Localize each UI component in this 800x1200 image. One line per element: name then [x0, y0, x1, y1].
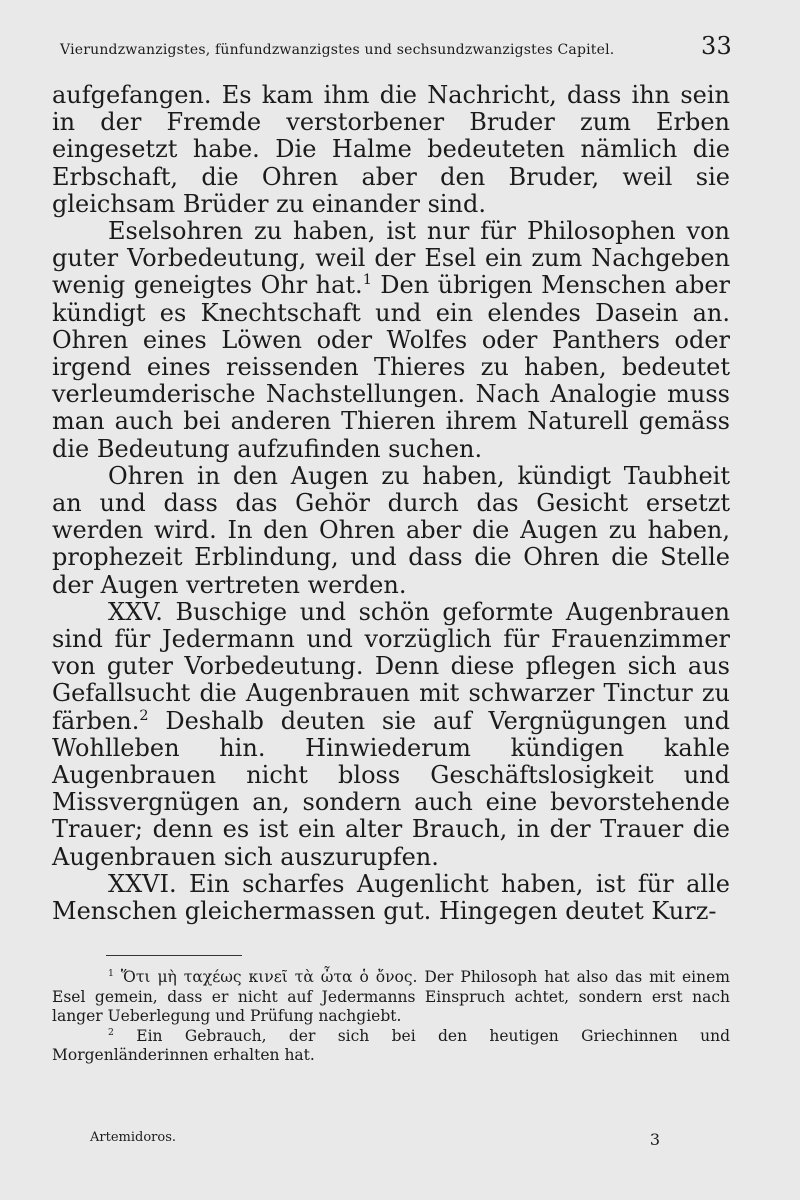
footnote-1 — [52, 968, 730, 1027]
signature-mark: 3 — [649, 1130, 660, 1149]
paragraph-text: Den übrigen Menschen aber kündigt es Knechtschaft und ein elendes Dasein an. Ohren eines Löwen oder Wolfes oder Panthers oder irgend eines reissenden Thieres zu haben, bedeutet verleumderische Nachstellungen. Nach Analogie muss man auch bei anderen Thieren ihrem Naturell gemäss die Bedeutung aufzufinden suchen. — [52, 271, 731, 463]
footnote-text: Ein Gebrauch, der sich bei den heutigen Griechinnen und Morgenländerinnen erhalten hat. — [52, 1026, 730, 1065]
running-header — [60, 32, 732, 60]
footnote-ref-2[interactable]: 2 — [139, 707, 149, 724]
footnote-ref-1[interactable]: 1 — [362, 272, 372, 289]
footnote-text: Ὅτι μὴ ταχέως κινεῖ τὰ ὦτα ὁ ὄνος. Der Philosoph hat also das mit einem Esel gemein, dass er nicht auf Jedermanns Einspruch achtet, sondern erst nach langer Ueberlegung und Prüfung nachgiebt. — [52, 968, 730, 1026]
footnote-mark-2: 2 — [108, 1026, 114, 1038]
page-footer — [90, 1130, 660, 1149]
footnote-divider — [106, 955, 242, 956]
footnote-2 — [52, 1027, 730, 1066]
paragraph-eselsohren — [52, 218, 730, 463]
page-number: 33 — [701, 32, 732, 60]
paragraph-ohren-augen: Ohren in den Augen zu haben, kündigt Taubheit an und dass das Gehör durch das Gesicht ersetzt werden wird. In den Ohren aber die Augen zu haben, prophezeit Erblindung, und dass die Ohren die Stelle der Augen vertreten werden. — [52, 461, 730, 599]
paragraph-text: Deshalb deuten sie auf Vergnügungen und Wohlleben hin. Hinwiederum kündigen kahle Augenbrauen nicht bloss Geschäftslosigkeit und Missvergnügen an, sondern auch eine bevorstehende Trauer; denn es ist ein alter Brauch, in der Trauer die Augenbrauen sich auszurupfen. — [52, 706, 730, 871]
running-title: Vierundzwanzigstes, fünfundzwanzigstes und sechsundzwanzigstes Capitel. — [60, 42, 615, 58]
paragraph-text: XXV. Buschige und schön geformte Augenbrauen sind für Jedermann und vorzüglich für Frauenzimmer von guter Vorbedeutung. Denn diese pflegen sich aus Gefallsucht die Augenbrauen mit schwarzer Tinctur zu färben. — [52, 597, 730, 735]
footnotes — [52, 968, 730, 1066]
section-xxv — [52, 599, 730, 871]
paragraph-text: Eselsohren zu haben, ist nur für Philosophen von guter Vorbedeutung, weil der Esel ein zum Nachgeben wenig geneigtes Ohr hat. — [52, 217, 730, 300]
footnote-mark-1: 1 — [108, 968, 114, 980]
footer-author: Artemidoros. — [90, 1130, 176, 1145]
paragraph-continuation: aufgefangen. Es kam ihm die Nachricht, dass ihn sein in der Fremde verstorbener Bruder zum Erben eingesetzt habe. Die Halme bedeuteten nämlich die Erbschaft, die Ohren aber den Bruder, weil sie gleichsam Brüder zu einander sind. — [52, 81, 730, 218]
section-xxvi: XXVI. Ein scharfes Augenlicht haben, ist für alle Menschen gleichermassen gut. Hingegen deutet Kurz- — [52, 869, 730, 926]
main-text — [52, 82, 730, 925]
